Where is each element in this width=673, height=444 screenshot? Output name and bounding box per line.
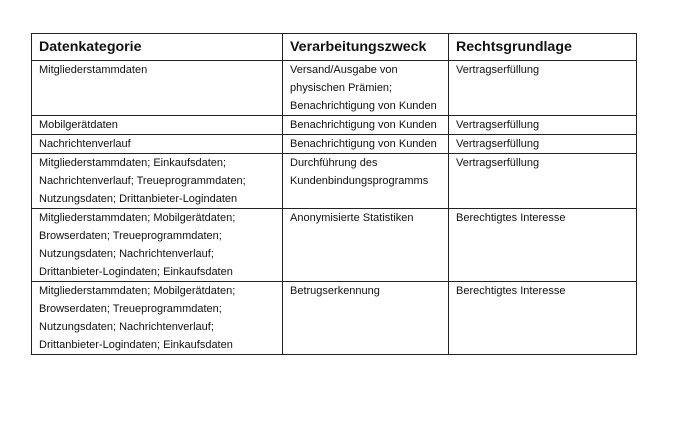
cell-datenkategorie: Mobilgerätdaten <box>32 116 283 135</box>
table-row <box>32 154 637 209</box>
cell-datenkategorie: Mitgliederstammdaten <box>32 61 283 116</box>
header-datenkategorie: Datenkategorie <box>32 34 283 61</box>
data-processing-table <box>31 33 637 355</box>
table-row <box>32 61 637 116</box>
cell-verarbeitungszweck: Versand/Ausgabe von physischen Prämien; Benachrichtigung von Kunden <box>283 61 449 116</box>
cell-verarbeitungszweck: Benachrichtigung von Kunden <box>283 135 449 154</box>
cell-datenkategorie: Mitgliederstammdaten; Mobilgerätdaten; Browserdaten; Treueprogrammdaten; Nutzungsdaten; Nachrichtenverlauf; Drittanbieter-Logindaten; Einkaufsdaten <box>32 282 283 355</box>
cell-verarbeitungszweck: Durchführung des Kundenbindungsprogramms <box>283 154 449 209</box>
table-row <box>32 209 637 282</box>
cell-rechtsgrundlage: Vertragserfüllung <box>449 154 637 209</box>
cell-rechtsgrundlage: Berechtigtes Interesse <box>449 282 637 355</box>
table-header-row <box>32 34 637 61</box>
cell-rechtsgrundlage: Vertragserfüllung <box>449 116 637 135</box>
cell-rechtsgrundlage: Berechtigtes Interesse <box>449 209 637 282</box>
cell-verarbeitungszweck: Betrugserkennung <box>283 282 449 355</box>
cell-rechtsgrundlage: Vertragserfüllung <box>449 61 637 116</box>
cell-datenkategorie: Nachrichtenverlauf <box>32 135 283 154</box>
table-row <box>32 282 637 355</box>
cell-rechtsgrundlage: Vertragserfüllung <box>449 135 637 154</box>
header-verarbeitungszweck: Verarbeitungszweck <box>283 34 449 61</box>
cell-verarbeitungszweck: Benachrichtigung von Kunden <box>283 116 449 135</box>
table-row <box>32 135 637 154</box>
cell-datenkategorie: Mitgliederstammdaten; Mobilgerätdaten; Browserdaten; Treueprogrammdaten; Nutzungsdaten; Nachrichtenverlauf; Drittanbieter-Logindaten; Einkaufsdaten <box>32 209 283 282</box>
cell-verarbeitungszweck: Anonymisierte Statistiken <box>283 209 449 282</box>
header-rechtsgrundlage: Rechtsgrundlage <box>449 34 637 61</box>
table-row <box>32 116 637 135</box>
cell-datenkategorie: Mitgliederstammdaten; Einkaufsdaten; Nachrichtenverlauf; Treueprogrammdaten; Nutzungsdaten; Drittanbieter-Logindaten <box>32 154 283 209</box>
